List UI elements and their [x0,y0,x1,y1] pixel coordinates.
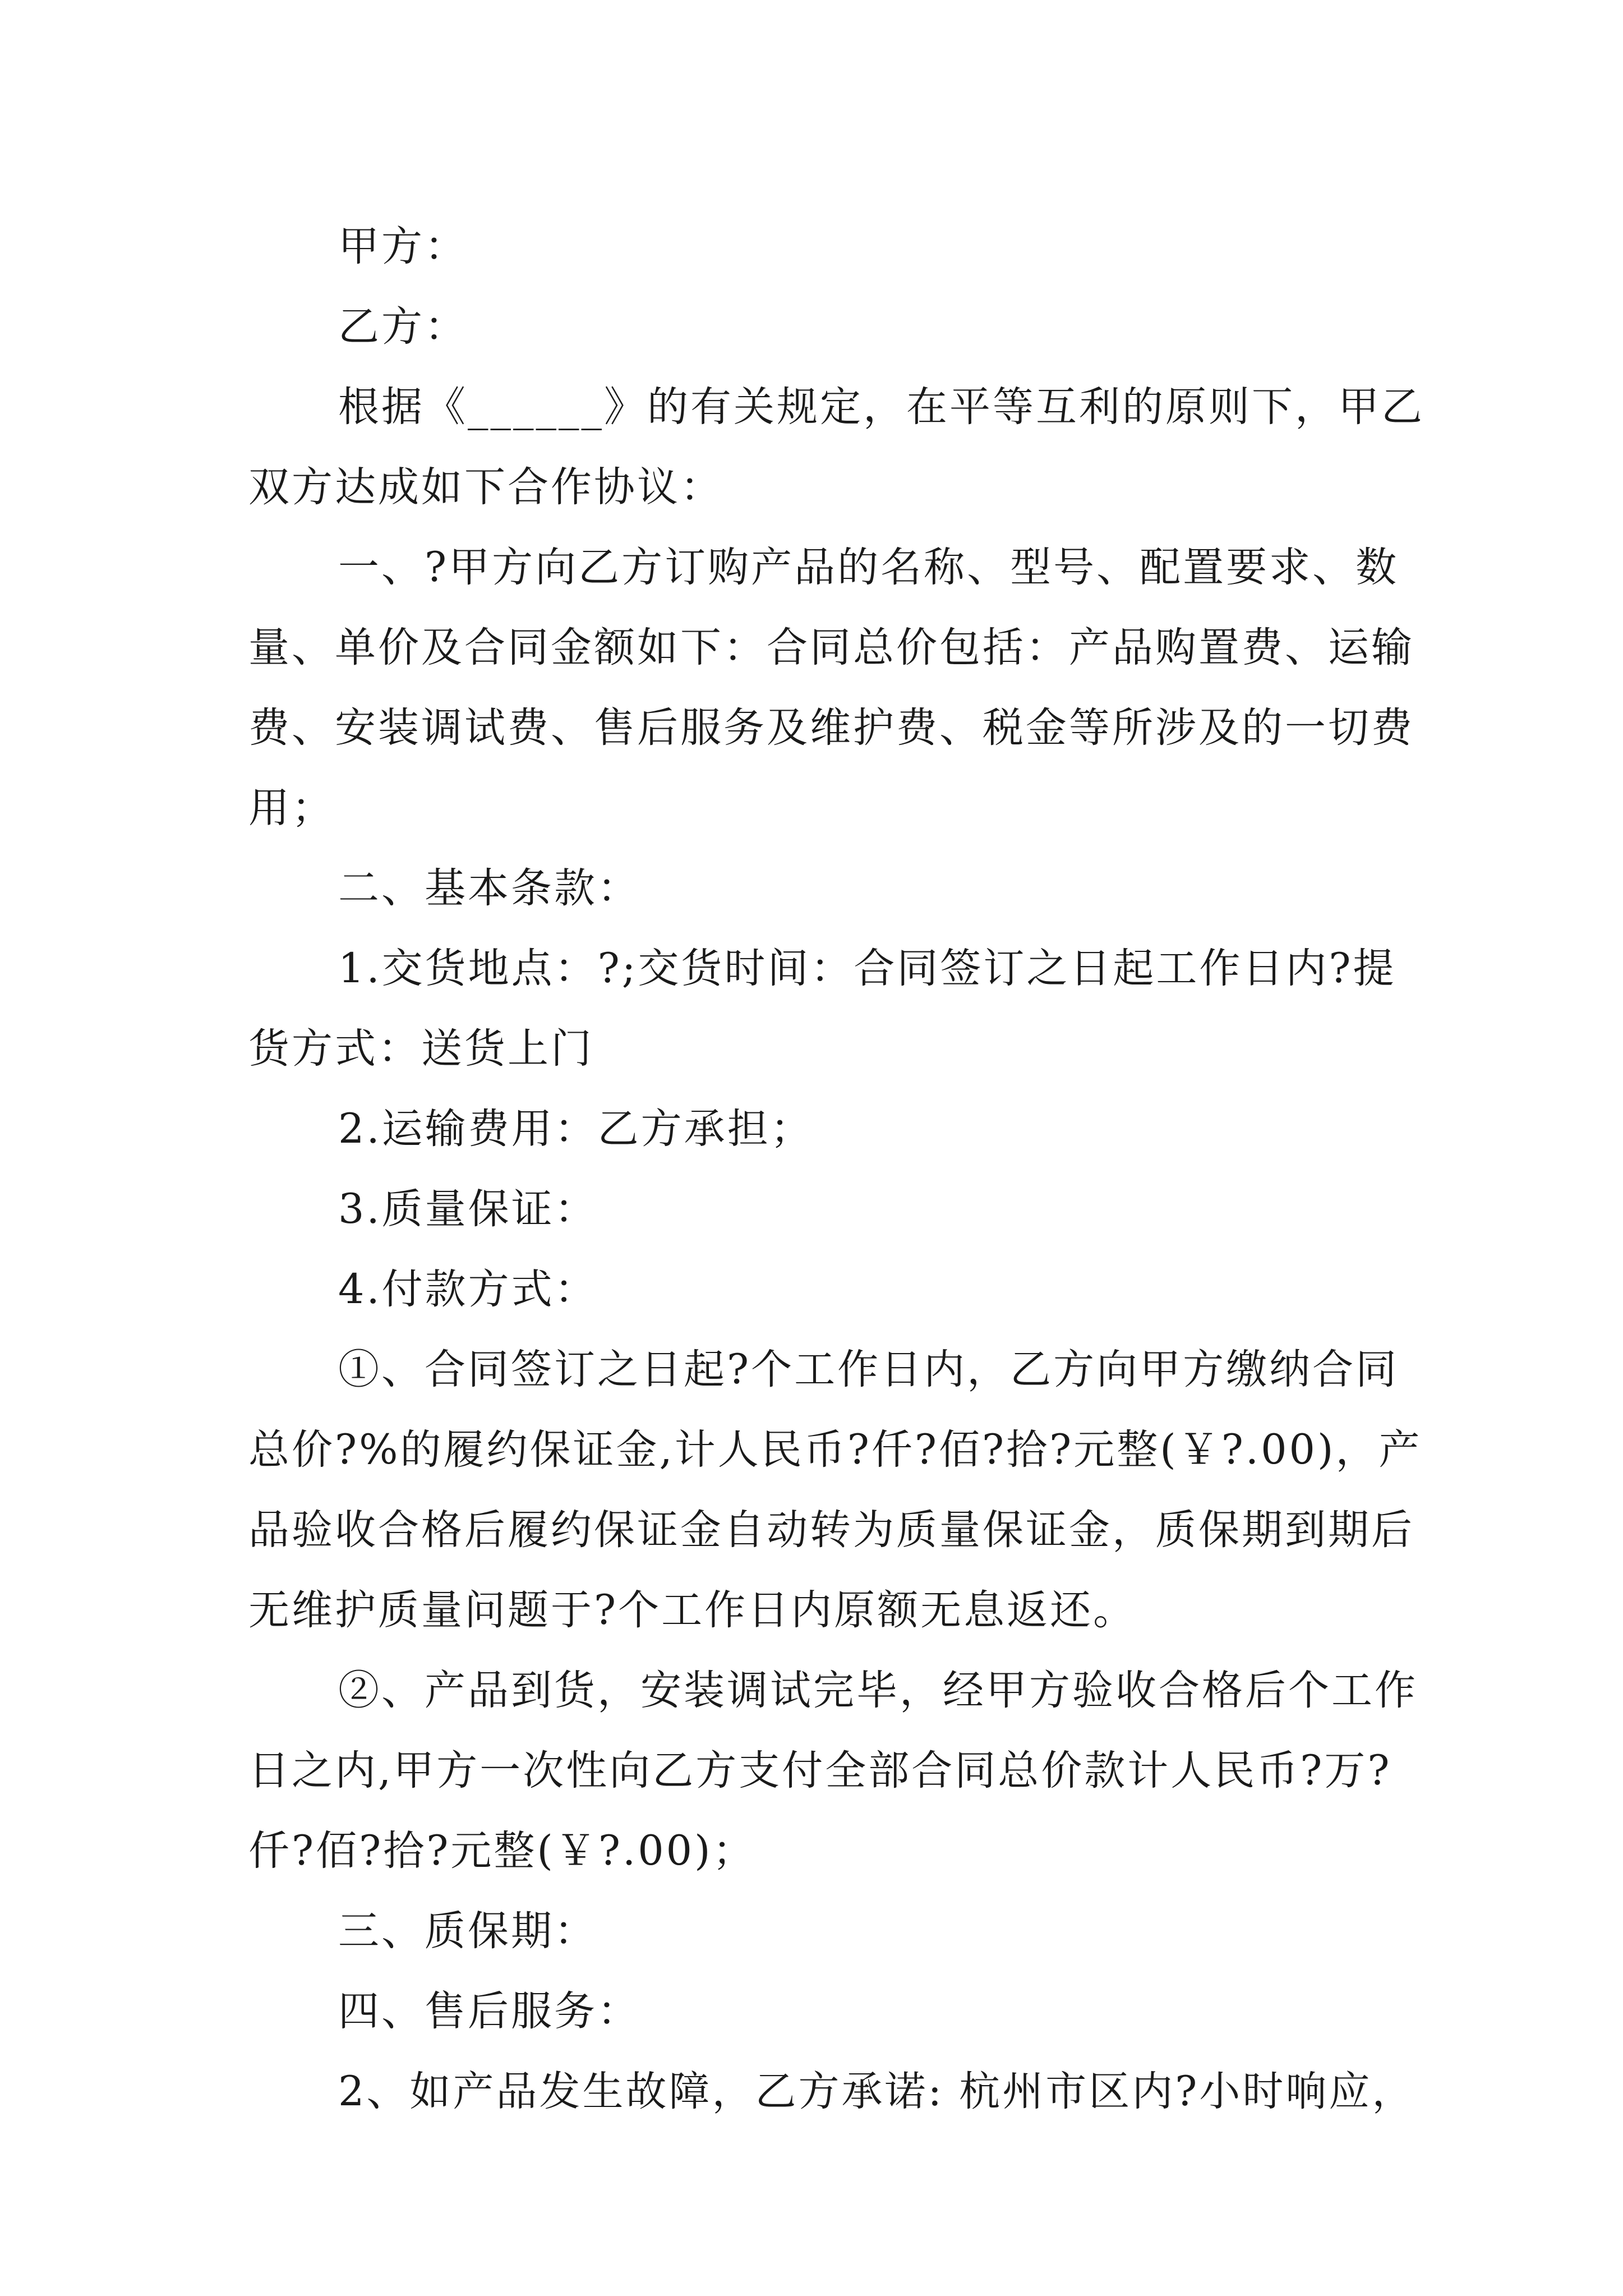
after-sales-item-2: 2、如产品发生故障，乙方承诺: 杭州市区内?小时响应， [338,2068,1415,2115]
payment-method-item: 4.付款方式： [338,1266,598,1313]
party-a-line: 甲方： [338,223,468,270]
clause-four-heading: 四、售后服务： [338,1987,640,2035]
clause-three-heading: 三、质保期： [338,1907,597,1955]
clause-two-heading: 二、基本条款： [338,864,640,912]
delivery-item: 1.交货地点：?;交货时间：合同签订之日起工作日内?提货方式：送货上门 [248,945,1396,1073]
contract-body [248,206,1432,2132]
payment-sub-item-2: ②、产品到货，安装调试完毕，经甲方验收合格后个工作日之内,甲方一次性向乙方支付全部合同总价款计人民币?万?仟?佰?拾?元整(￥?.00)； [248,1667,1418,1875]
transport-cost-item: 2.运输费用：乙方承担； [338,1105,814,1153]
preamble-paragraph: 根据《______》的有关规定，在平等互利的原则下，甲乙双方达成如下合作协议： [248,383,1424,511]
clause-one-paragraph: 一、?甲方向乙方订购产品的名称、型号、配置要求、数量、单价及合同金额如下：合同总价包括：产品购置费、运输费、安装调试费、售后服务及维护费、税金等所涉及的一切费用； [248,544,1414,832]
payment-sub-item-1: ①、合同签订之日起?个工作日内，乙方向甲方缴纳合同总价?%的履约保证金,计人民币?仟?佰?拾?元整(￥?.00)，产品验收合格后履约保证金自动转为质量保证金，质保期到期后无维护质量问题于?个工作日内原额无息返还。 [248,1346,1422,1634]
quality-guarantee-item: 3.质量保证： [338,1185,598,1233]
party-b-line: 乙方： [338,303,468,351]
